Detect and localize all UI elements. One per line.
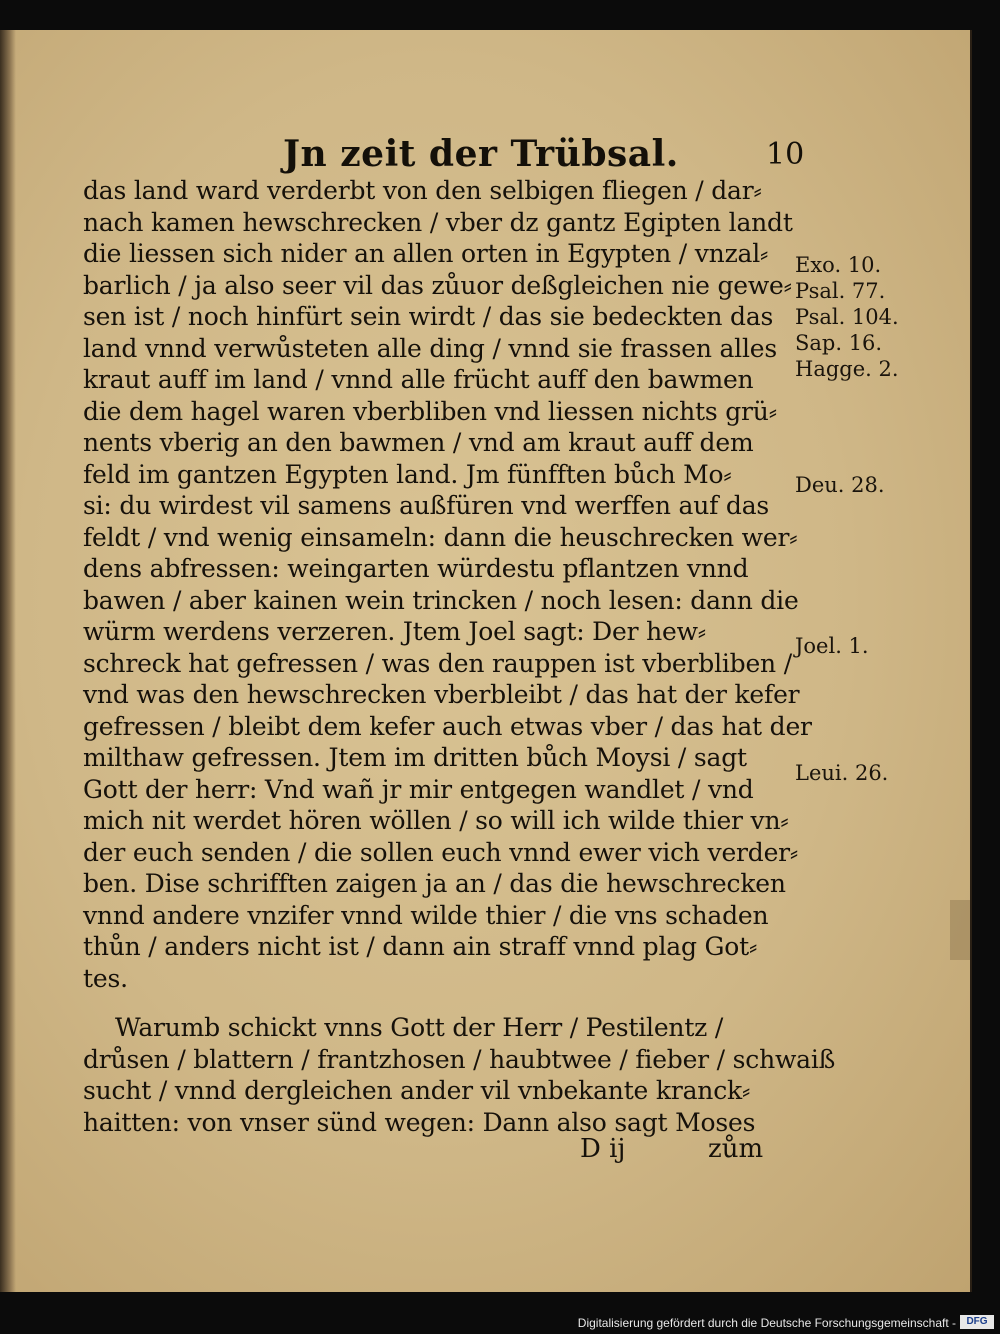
text-line: milthaw gefressen. Jtem im dritten bůch Moysi / sagt <box>83 743 747 772</box>
text-line: Gott der herr: Vnd wañ jr mir entgegen wandlet / vnd <box>83 774 754 804</box>
text-line: bawen / aber kainen wein trincken / noch lesen: dann die <box>83 585 799 615</box>
text-line: drůsen / blattern / frantzhosen / haubtwee / fieber / schwaiß <box>83 1044 836 1074</box>
signature-mark: D ij <box>580 1134 626 1164</box>
text-line: das land ward verderbt von den selbigen fliegen / dar⸗ <box>83 176 762 205</box>
text-line: der euch senden / die sollen euch vnnd ewer vich verder⸗ <box>83 837 799 867</box>
text-line: schreck hat gefressen / was den rauppen ist vberbliben / <box>83 648 792 678</box>
text-line: gefressen / bleibt dem kefer auch etwas vber / das hat der <box>83 711 812 741</box>
page-edge-stain <box>950 900 970 960</box>
text-line: feld im gantzen Egypten land. Jm fünfften bůch Mo⸗ <box>83 459 732 489</box>
page-number: 10 <box>766 137 805 172</box>
text-line: vnd was den hewschrecken vberbleibt / das hat der kefer <box>83 680 800 709</box>
text-line: nents vberig an den bawmen / vnd am kraut auff dem <box>83 428 754 457</box>
text-line: si: du wirdest vil samens außfüren vnd werffen auf das <box>83 491 770 520</box>
running-title: Jn zeit der Trübsal. <box>283 133 679 175</box>
margin-note-leui: Leui. 26. <box>795 761 889 785</box>
text-line: sucht / vnnd dergleichen ander vil vnbekante kranck⸗ <box>83 1076 751 1105</box>
text-line: thůn / anders nicht ist / dann ain straff vnnd plag Got⸗ <box>83 932 758 961</box>
dfg-logo-icon: DFG <box>960 1315 994 1329</box>
text-line: die liessen sich nider an allen orten in Egypten / vnzal⸗ <box>83 239 769 268</box>
text-line: sen ist / noch hinfürt sein wirdt / das sie bedeckten das <box>83 302 774 331</box>
margin-note-deu: Deu. 28. <box>795 473 885 497</box>
text-line: dens abfressen: weingarten würdestu pflantzen vnnd <box>83 554 749 583</box>
paragraph-gap <box>83 994 803 1012</box>
text-line: tes. <box>83 963 128 993</box>
text-line: mich nit werdet hören wöllen / so will ich wilde thier vn⸗ <box>83 806 789 835</box>
margin-note-psal77: Psal. 77. <box>795 279 886 303</box>
margin-note-sap: Sap. 16. <box>795 331 883 355</box>
text-line: vnnd andere vnzifer vnnd wilde thier / die vns schaden <box>83 900 769 930</box>
text-line: die dem hagel waren vberbliben vnd liessen nichts grü⸗ <box>83 396 777 426</box>
text-line: würm werdens verzeren. Jtem Joel sagt: Der hew⸗ <box>83 617 706 646</box>
catchword: zům <box>708 1134 764 1164</box>
text-line: nach kamen hewschrecken / vber dz gantz Egipten landt <box>83 207 793 237</box>
text-line: feldt / vnd wenig einsameln: dann die heuschrecken wer⸗ <box>83 522 798 552</box>
page-header <box>0 133 970 177</box>
digitization-credit: Digitalisierung gefördert durch die Deutsche Forschungsgemeinschaft - <box>577 1316 956 1330</box>
margin-note-psal104: Psal. 104. <box>795 305 899 329</box>
text-line: haitten: von vnser sünd wegen: Dann also sagt Moses <box>83 1107 756 1137</box>
text-line: kraut auff im land / vnnd alle frücht auff den bawmen <box>83 365 754 394</box>
margin-note-hagge: Hagge. 2. <box>795 357 899 381</box>
margin-note-joel: Joel. 1. <box>795 634 869 658</box>
text-line: barlich / ja also seer vil das zůuor deßgleichen nie gewe⸗ <box>83 270 792 300</box>
page-spine-shadow <box>0 30 16 1292</box>
text-line: land vnnd verwůsteten alle ding / vnnd sie frassen alles <box>83 333 777 363</box>
margin-note-exo: Exo. 10. <box>795 253 882 277</box>
text-line: Warumb schickt vnns Gott der Herr / Pestilentz / <box>115 1013 724 1042</box>
text-line: ben. Dise schrifften zaigen ja an / das die hewschrecken <box>83 869 786 898</box>
